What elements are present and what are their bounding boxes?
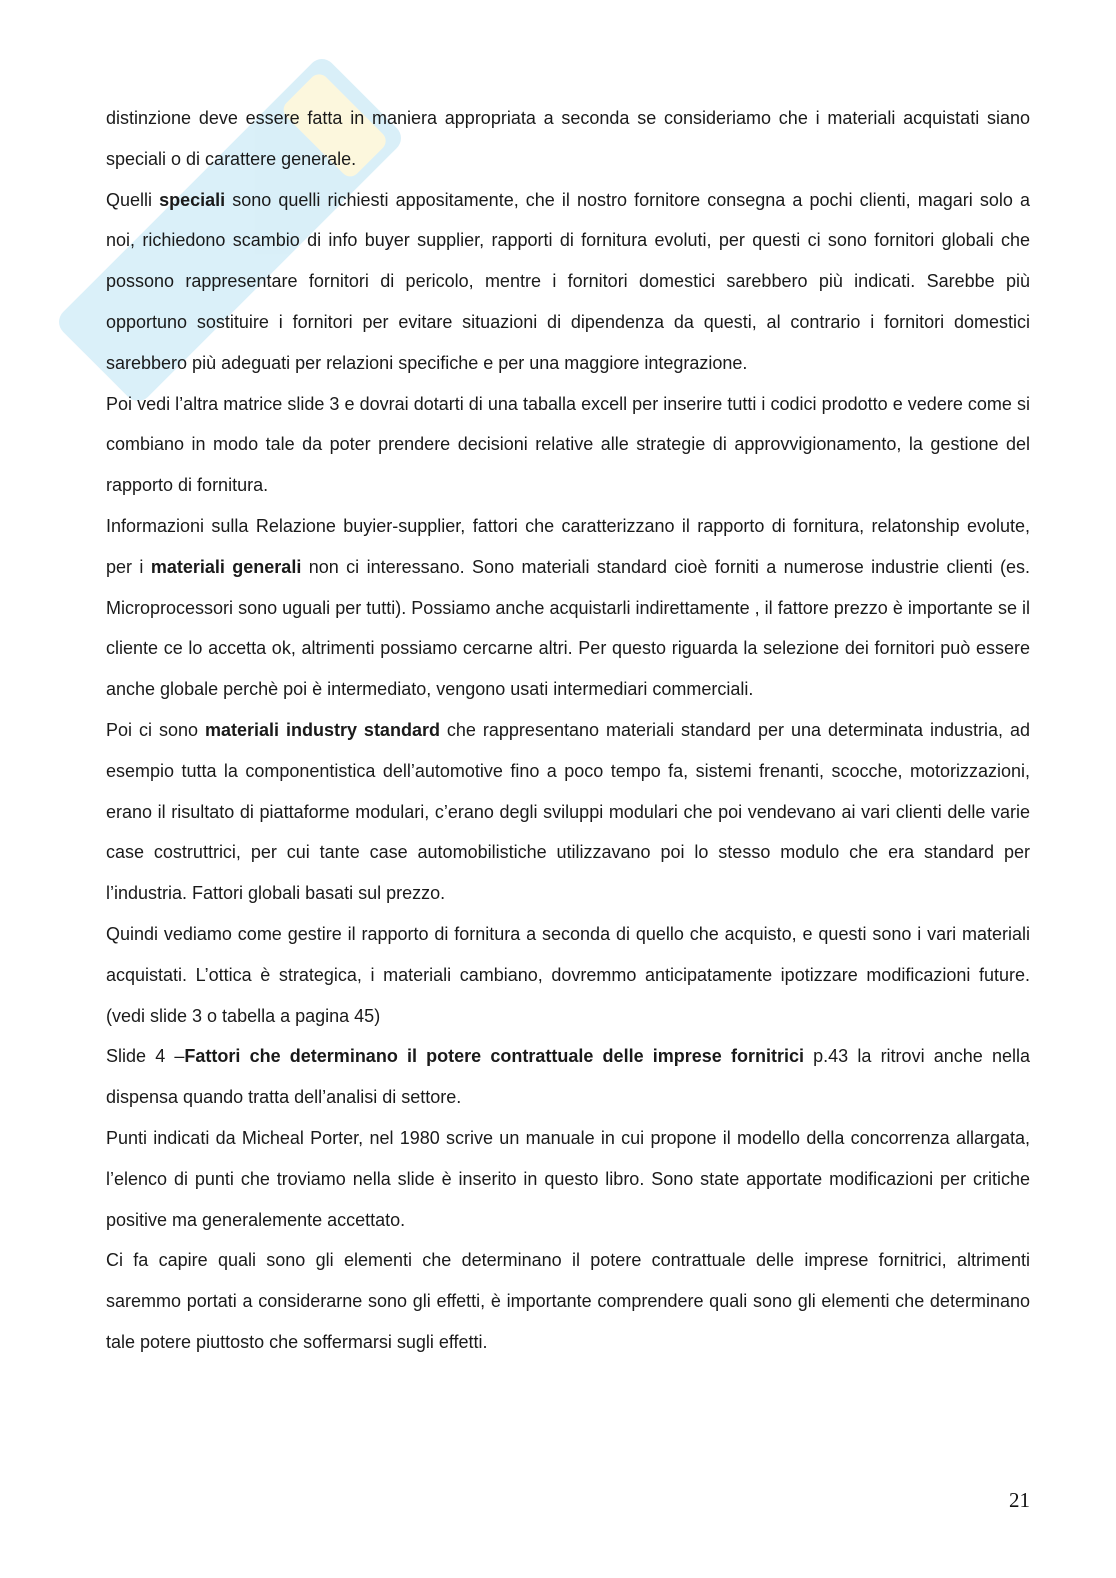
text-run: Quelli	[106, 189, 160, 210]
paragraph	[106, 384, 1030, 506]
paragraph	[106, 1118, 1030, 1240]
text-run: non ci interessano. Sono materiali standard cioè forniti a numerose industrie clienti (es. Microprocessori sono uguali per tutti). Possiamo anche acquistarli indirettamente , il fattore prezzo è importante se il cliente ce lo accetta ok, altrimenti possiamo cercarne altri. Per questo riguarda la selezione dei fornitori può essere anche globale perchè poi è intermediato, vengono usati intermediari commerciali.	[106, 556, 1030, 700]
paragraph	[106, 180, 1030, 384]
bold-term: Fattori che determinano il potere contrattuale delle imprese fornitrici	[184, 1046, 804, 1067]
paragraph	[106, 914, 1030, 1036]
text-run: sono quelli richiesti appositamente, che il nostro fornitore consegna a pochi clienti, magari solo a noi, richiedono scambio di info buyer supplier, rapporti di fornitura evoluti, per questi ci sono fornitori globali che possono rappresentare fornitori di pericolo, mentre i fornitori domestici sarebbero più indicati. Sarebbe più opportuno sostituire i fornitori per evitare situazioni di dipendenza da questi, al contrario i fornitori domestici sarebbero più adeguati per relazioni specifiche e per una maggiore integrazione.	[106, 189, 1030, 373]
paragraph	[106, 1240, 1030, 1362]
paragraph	[106, 1036, 1030, 1118]
text-run: Punti indicati da Micheal Porter, nel 1980 scrive un manuale in cui propone il modello della concorrenza allargata, l’elenco di punti che troviamo nella slide è inserito in questo libro. Sono state apportate modificazioni per critiche positive ma generalemente accettato.	[106, 1127, 1030, 1230]
text-run: p.43 la ritrovi anche nella dispensa quando tratta dell’analisi di settore.	[106, 1046, 1030, 1108]
paragraph	[106, 98, 1030, 180]
text-run: Poi ci sono	[106, 719, 205, 740]
bold-term: materiali generali	[150, 556, 302, 577]
page-number: 21	[1009, 1488, 1030, 1512]
text-run: Informazioni sulla Relazione buyier-supplier, fattori che caratterizzano il rapporto di fornitura, relatonship evolute, per i	[106, 515, 1030, 577]
text-run: Slide 4 –	[106, 1046, 185, 1067]
paragraph	[106, 710, 1030, 914]
text-run: Poi vedi l’altra matrice slide 3 e dovrai dotarti di una taballa excell per inserire tutti i codici prodotto e vedere come si combiano in modo tale da poter prendere decisioni relative alle strategie di approvvigionamento, la gestione del rapporto di fornitura.	[106, 393, 1030, 496]
text-run: Ci fa capire quali sono gli elementi che determinano il potere contrattuale delle imprese fornitrici, altrimenti saremmo portati a considerarne sono gli effetti, è importante comprendere quali sono gli elementi che determinano tale potere piuttosto che soffermarsi sugli effetti.	[106, 1250, 1030, 1352]
bold-term: materiali industry standard	[204, 719, 440, 740]
paragraph	[106, 506, 1030, 710]
text-run: distinzione deve essere fatta in maniera appropriata a seconda se consideriamo che i materiali acquistati siano speciali o di carattere generale.	[106, 108, 1030, 169]
text-run: che rappresentano materiali standard per una determinata industria, ad esempio tutta la componentistica dell’automotive fino a poco tempo fa, sistemi frenanti, scocche, motorizzazioni, erano il risultato di piattaforme modulari, c’erano degli sviluppi modulari che poi vendevano ai vari clienti delle varie case costruttrici, per cui tante case automobilistiche utilizzavano poi lo stesso modulo che era standard per l’industria. Fattori globali basati sul prezzo.	[106, 719, 1030, 904]
bold-term: speciali	[159, 189, 226, 210]
text-run: Quindi vediamo come gestire il rapporto di fornitura a seconda di quello che acquisto, e questi sono i vari materiali acquistati. L’ottica è strategica, i materiali cambiano, dovremmo anticipatamente ipotizzare modificazioni future. (vedi slide 3 o tabella a pagina 45)	[106, 923, 1030, 1026]
document-body	[106, 98, 1030, 1363]
